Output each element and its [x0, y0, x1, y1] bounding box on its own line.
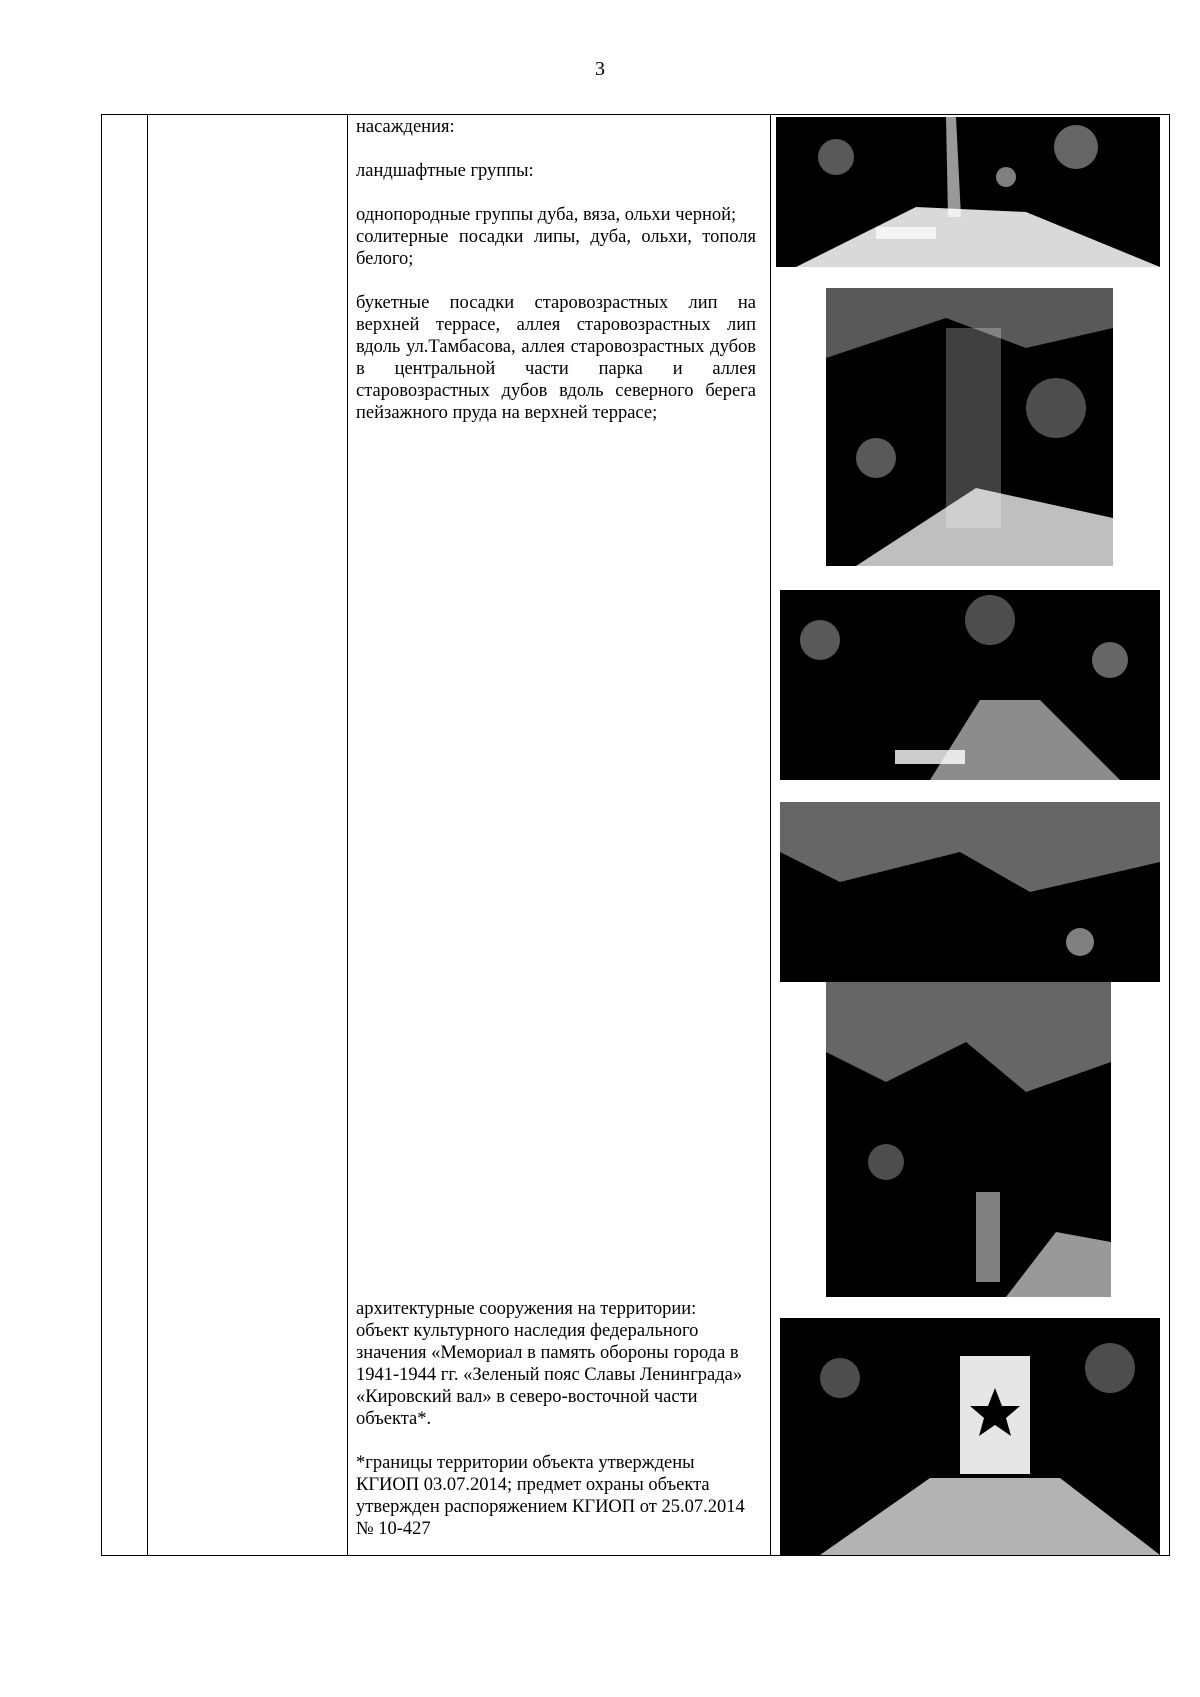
- column-divider: [147, 115, 148, 1555]
- description-column-bottom: [356, 1298, 746, 1540]
- text-single-species-groups: однопородные группы дуба, вяза, ольхи черной;: [356, 205, 737, 225]
- photo-memorial: [780, 1318, 1160, 1555]
- text-plantings-heading: насаждения:: [356, 117, 455, 137]
- text-footnote: *границы территории объекта утверждены КГИОП 03.07.2014; предмет охраны объекта утвержден распоряжением КГИОП от 25.07.2014 № 10-427: [356, 1453, 745, 1539]
- column-divider: [770, 115, 771, 1555]
- photo-oak-alley: [826, 982, 1111, 1297]
- photo-alley-bench: [780, 590, 1160, 780]
- page-number: 3: [595, 58, 605, 80]
- photo-park-path: [776, 117, 1160, 267]
- text-solitary-plantings: солитерные посадки липы, дуба, ольхи, тополя белого;: [356, 227, 756, 269]
- text-architectural-structures: архитектурные сооружения на территории: объект культурного наследия федерального значения «Мемориал в память обороны города в 1941-1944 гг. «Зеленый пояс Славы Ленинграда» «Кировский вал» в северо-восточной части объекта*.: [356, 1299, 743, 1429]
- column-divider: [347, 115, 348, 1555]
- photo-large-tree: [826, 288, 1113, 566]
- description-column: [356, 116, 756, 424]
- text-landscape-groups: ландшафтные группы:: [356, 161, 534, 181]
- text-bouquet-plantings: букетные посадки старовозрастных лип на верхней террасе, аллея старовозрастных лип вдоль ул.Тамбасова, аллея старовозрастных дубов в центральной части парка и аллея старовозрастных дубов вдоль северного берега пейзажного пруда на верхней террасе;: [356, 293, 756, 423]
- photo-tree-canopy: [780, 802, 1160, 982]
